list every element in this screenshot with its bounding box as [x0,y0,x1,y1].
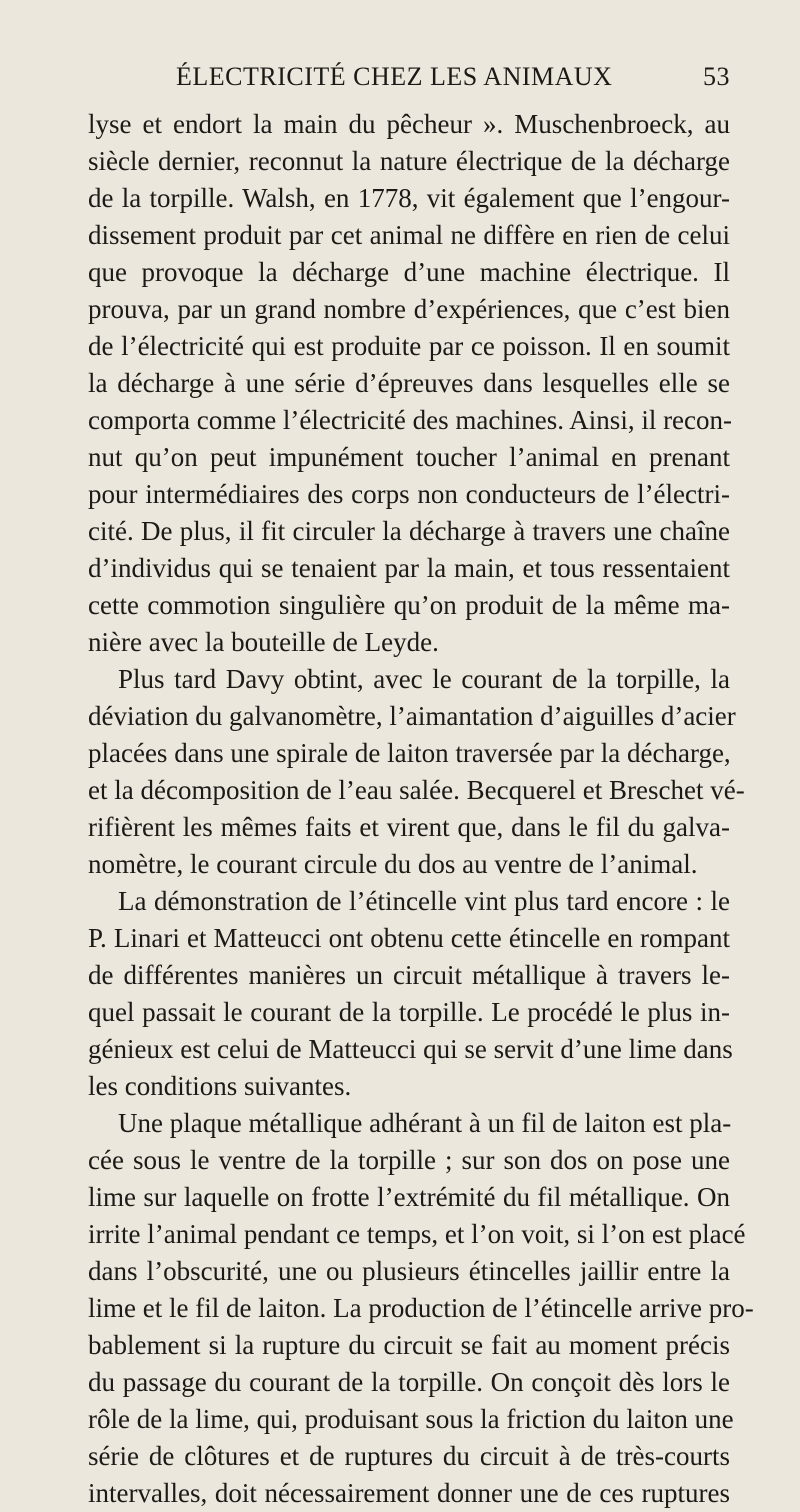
text-line: rifièrent les mêmes faits et virent que, dans le fil du galva- [88,812,730,842]
text-line: lime sur laquelle on frotte l’extrémité du fil métallique. On [88,1182,730,1212]
text-line: nomètre, le courant circule du dos au ventre de l’animal. [88,849,698,879]
text-line: nière avec la bouteille de Leyde. [88,627,439,657]
text-line: les conditions suivantes. [88,1071,352,1101]
page-number: 53 [703,62,730,91]
paragraph [88,661,745,883]
running-head [88,62,730,104]
text-line: dans l’obscurité, une ou plusieurs étincelles jaillir entre la [88,1256,730,1286]
text-line: cette commotion singulière qu’on produit de la même ma- [88,590,730,620]
text-line: d’individus qui se tenaient par la main, et tous ressentaient [88,553,730,583]
paragraph [88,106,733,661]
text-line: déviation du galvanomètre, l’aimantation d’aiguilles d’acier [88,701,736,731]
text-line: cée sous le ventre de la torpille ; sur son dos on pose une [88,1145,730,1175]
text-line: que provoque la décharge d’une machine électrique. Il [88,257,730,287]
text-line: irrite l’animal pendant ce temps, et l’on voit, si l’on est placé [88,1219,746,1249]
text-line: intervalles, doit nécessairement donner une de ces ruptures [88,1478,730,1508]
body-text [88,106,754,1512]
text-line: bablement si la rupture du circuit se fait au moment précis [88,1330,730,1360]
text-line: de l’électricité qui est produite par ce poisson. Il en soumit [88,331,730,361]
text-line: la décharge à une série d’épreuves dans lesquelles elle se [88,368,730,398]
running-title: ÉLECTRICITÉ CHEZ LES ANIMAUX [176,62,613,91]
text-line: Une plaque métallique adhérant à un fil de laiton est pla- [118,1108,732,1138]
text-line: dissement produit par cet animal ne diffère en rien de celui [88,220,730,250]
text-line: de la torpille. Walsh, en 1778, vit également que l’engour- [88,183,730,213]
text-line: série de clôtures et de ruptures du circuit à de très-courts [88,1441,730,1471]
text-line: siècle dernier, reconnut la nature électrique de la décharge [88,146,730,176]
text-line: quel passait le courant de la torpille. Le procédé le plus in- [88,997,730,1027]
text-line: cité. De plus, il fit circuler la décharge à travers une chaîne [88,516,730,546]
text-line: prouva, par un grand nombre d’expériences, que c’est bien [88,294,730,324]
text-line: P. Linari et Matteucci ont obtenu cette étincelle en rompant [88,923,730,953]
text-line: et la décomposition de l’eau salée. Becquerel et Breschet vé- [88,775,745,805]
text-line: lime et le fil de laiton. La production de l’étincelle arrive pro- [88,1293,754,1323]
text-line: lyse et endort la main du pêcheur ». Muschenbroeck, au [88,109,730,139]
text-line: de différentes manières un circuit métallique à travers le- [88,960,730,990]
paragraph [88,883,733,1105]
text-line: La démonstration de l’étincelle vint plus tard encore : le [118,886,730,916]
text-line: génieux est celui de Matteucci qui se servit d’une lime dans [88,1034,733,1064]
text-line: du passage du courant de la torpille. On conçoit dès lors le [88,1367,730,1397]
text-line: comporta comme l’électricité des machines. Ainsi, il recon- [88,405,733,435]
text-line: placées dans une spirale de laiton traversée par la décharge, [88,738,731,768]
text-line: nut qu’on peut impunément toucher l’animal en prenant [88,442,730,472]
text-line: Plus tard Davy obtint, avec le courant de la torpille, la [118,664,730,694]
text-line: pour intermédiaires des corps non conducteurs de l’électri- [88,479,730,509]
text-line: rôle de la lime, qui, produisant sous la friction du laiton une [88,1404,734,1434]
paragraph [88,1105,754,1512]
